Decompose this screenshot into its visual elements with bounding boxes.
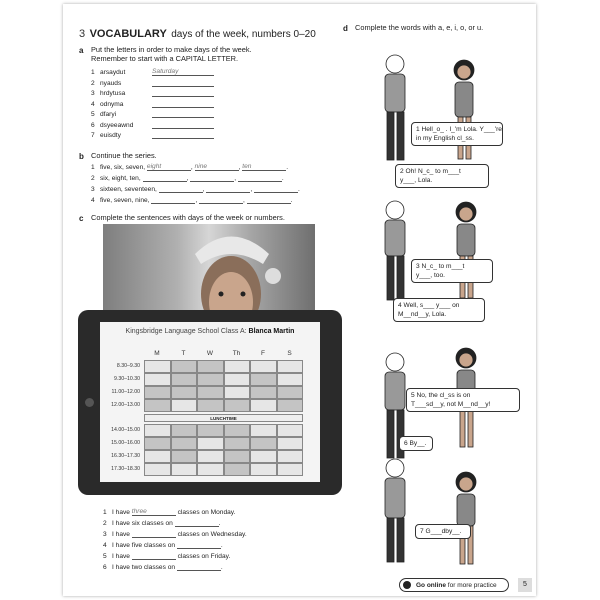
item-number: 5: [91, 111, 95, 118]
part-a-item: [91, 79, 214, 87]
answer-blank: [206, 185, 250, 193]
scrambled-word: dfaryi: [100, 111, 117, 118]
timetable-cell: [250, 386, 277, 399]
timetable-day: M: [154, 350, 160, 357]
timetable-cell: [250, 424, 277, 437]
series-start: five, seven, nine,: [100, 197, 152, 204]
part-b-item: [91, 196, 293, 204]
section-heading: [79, 24, 316, 42]
timetable-cell: [224, 424, 251, 437]
go-online-rest: for more practice: [447, 582, 497, 589]
timetable-cell: [197, 437, 224, 450]
go-online-badge[interactable]: [399, 578, 509, 592]
period: .: [281, 175, 284, 182]
bubble-line-1: 1 Hell_o_ . I_'m Lola. Y___'re: [416, 126, 502, 133]
timetable-cell: [144, 450, 171, 463]
sentence-end: .: [220, 564, 223, 571]
answer-blank: [152, 121, 214, 129]
item-number: 2: [103, 520, 107, 527]
series-start: sixteen, seventeen,: [100, 186, 159, 193]
separator: ,: [238, 164, 243, 171]
timetable-cell: [277, 373, 304, 386]
series-start: five, six, seven,: [100, 164, 147, 171]
page-number: 5: [518, 578, 532, 592]
sentence-end: .: [220, 542, 223, 549]
answer-blank: [254, 185, 298, 193]
go-online-bold: Go online: [416, 582, 446, 589]
separator: ,: [202, 186, 207, 193]
part-a-item: [91, 89, 214, 97]
timetable-cell: [144, 399, 171, 412]
timetable-cell: [224, 373, 251, 386]
sentence-start: I have six classes on: [112, 520, 175, 527]
tablet-home-button: [85, 398, 94, 407]
timetable-time: 11.00–12.00: [111, 389, 140, 395]
item-number: 1: [91, 164, 95, 171]
part-c-sentence: [103, 563, 223, 571]
timetable-cell: [277, 463, 304, 476]
part-c-sentence: [103, 552, 230, 560]
girl-photo: [103, 224, 315, 314]
timetable-cell: [171, 463, 198, 476]
speech-bubble: [395, 164, 489, 188]
scrambled-word: dsyeeawnd: [100, 121, 134, 129]
timetable-cell: [171, 386, 198, 399]
tablet-device: [78, 310, 342, 495]
part-b-letter: b: [79, 152, 84, 161]
item-number: 5: [103, 553, 107, 560]
bubble-line-2: y___, too.: [416, 272, 445, 279]
part-b-item: [91, 174, 284, 182]
part-a-item: [91, 100, 214, 108]
bubble-line-2: M__nd__y, Lola.: [398, 311, 447, 318]
part-a-item: [91, 110, 214, 118]
timetable-time: 12.00–13.00: [111, 402, 140, 408]
timetable-cell: [250, 399, 277, 412]
item-number: 1: [91, 69, 95, 76]
answer-blank: [152, 100, 214, 108]
speech-bubble: [399, 436, 433, 451]
part-b-item: [91, 163, 288, 171]
separator: ,: [250, 186, 254, 193]
part-a-item: [91, 131, 214, 139]
bubble-line-2: in my English cl_ss.: [416, 135, 474, 142]
timetable-cell: [171, 450, 198, 463]
item-number: 3: [91, 186, 95, 193]
item-number: 3: [91, 90, 95, 97]
scrambled-word: euisdty: [100, 132, 121, 139]
sentence-end: .: [218, 520, 221, 527]
separator: ,: [190, 164, 195, 171]
timetable-cell: [171, 360, 198, 373]
answer-blank: [175, 519, 219, 527]
timetable-cell: [277, 450, 304, 463]
timetable-screen: [100, 322, 320, 482]
timetable-cell: [197, 450, 224, 463]
answer-blank: [152, 110, 214, 118]
bubble-line-1: 5 No, the cl_ss is on: [411, 392, 471, 399]
speech-bubble: [411, 122, 503, 146]
timetable-cell: [171, 437, 198, 450]
bubble-line-1: 6 By__.: [404, 440, 427, 447]
period: .: [298, 186, 300, 193]
answer-blank: [152, 89, 214, 97]
timetable-time: 9.30–10.30: [114, 376, 140, 382]
item-number: 3: [103, 531, 107, 538]
bubble-line-1: 3 N_c_ to m___t: [416, 263, 465, 270]
item-number: 2: [91, 79, 95, 87]
part-a-item: [91, 121, 214, 129]
item-number: 1: [103, 509, 107, 516]
part-b-item: [91, 185, 300, 193]
timetable-cell: [277, 386, 304, 399]
answer-blank: [177, 563, 221, 571]
timetable-day: F: [261, 350, 265, 357]
part-a-item: [91, 68, 214, 76]
timetable-day: T: [181, 350, 186, 357]
separator: ,: [243, 197, 247, 204]
timetable-cell: [144, 386, 171, 399]
item-number: 4: [103, 542, 107, 549]
answer-blank: [152, 131, 214, 139]
timetable-cell: [224, 463, 251, 476]
timetable-cell: [224, 399, 251, 412]
answer-blank: nine: [195, 163, 239, 171]
section-subtitle: days of the week, numbers 0–20: [171, 29, 316, 40]
section-title: VOCABULARY: [89, 28, 167, 40]
timetable-cell: [197, 463, 224, 476]
part-c-sentence: [103, 541, 223, 549]
item-number: 6: [103, 564, 107, 571]
timetable-cell: [224, 437, 251, 450]
timetable-cell: [197, 399, 224, 412]
part-a-letter: a: [79, 46, 84, 55]
sentence-start: I have: [112, 553, 132, 560]
timetable-cell: [144, 360, 171, 373]
part-d-letter: d: [343, 24, 348, 33]
sentence-start: I have: [112, 509, 132, 516]
timetable-day: W: [206, 350, 214, 357]
part-c-instruction: Complete the sentences with days of the week or numbers.: [91, 213, 285, 222]
timetable-cell: [171, 373, 198, 386]
timetable-cell: [250, 373, 277, 386]
timetable-cell: [277, 399, 304, 412]
part-a-instruction-line1: Put the letters in order to make days of the week.: [91, 45, 252, 54]
girl-photo-illustration: [103, 224, 315, 314]
timetable-cell: [224, 360, 251, 373]
separator: ,: [195, 197, 199, 204]
sentence-end: classes on Friday.: [175, 553, 231, 560]
scrambled-word: arsaydut: [100, 69, 126, 76]
part-b-instruction: Continue the series.: [91, 151, 157, 160]
globe-icon: [403, 581, 411, 589]
answer-blank: [190, 174, 234, 182]
scrambled-word: nyauds: [100, 79, 122, 87]
sentence-start: I have five classes on: [112, 542, 177, 549]
workbook-page: [63, 4, 536, 596]
timetable-time: 16.30–17.30: [111, 453, 140, 459]
answer-blank: [152, 79, 214, 87]
bubble-line-2: T___sd__y, not M__nd__y!: [411, 401, 491, 408]
speech-bubble: [411, 259, 493, 283]
timetable-cell: [250, 463, 277, 476]
period: .: [286, 164, 289, 171]
part-a-instruction-line2: Remember to start with a CAPITAL LETTER.: [91, 54, 239, 63]
timetable-cell: [224, 450, 251, 463]
timetable-cell: [250, 437, 277, 450]
bubble-line-1: 2 Oh! N_c_ to m___t: [400, 168, 461, 175]
part-c-sentence: [103, 519, 221, 527]
timetable-cell: [197, 360, 224, 373]
answer-blank: [247, 196, 291, 204]
timetable-cell: [250, 450, 277, 463]
sentence-end: classes on Monday.: [175, 509, 236, 516]
item-number: 7: [91, 132, 95, 139]
speech-bubble: [393, 298, 485, 322]
answer-blank: [132, 530, 176, 538]
timetable-cell: [144, 373, 171, 386]
section-number: 3: [79, 28, 86, 40]
part-c-letter: c: [79, 214, 84, 223]
bubble-line-1: 4 Well, s___ y___ on: [398, 302, 460, 309]
lunchtime-row: LUNCHTIME: [144, 414, 303, 422]
series-start: six, eight, ten,: [100, 175, 143, 182]
item-number: 2: [91, 175, 95, 182]
scrambled-word: odnyma: [100, 100, 124, 108]
separator: ,: [186, 175, 191, 182]
answer-blank: eight: [147, 163, 191, 171]
sentence-end: classes on Wednesday.: [175, 531, 247, 538]
timetable-cell: [250, 360, 277, 373]
timetable-cell: [197, 386, 224, 399]
answer-blank: [132, 552, 176, 560]
timetable-time: 8.30–9.30: [116, 363, 140, 369]
sentence-start: I have two classes on: [112, 564, 177, 571]
answer-blank: [151, 196, 195, 204]
part-c-sentence: [103, 530, 247, 538]
period: .: [290, 197, 293, 204]
timetable-cell: [277, 424, 304, 437]
answer-blank: [159, 185, 203, 193]
timetable-cell: [144, 424, 171, 437]
timetable-cell: [224, 386, 251, 399]
answer-blank: three: [132, 508, 176, 516]
part-a-instruction: [91, 45, 252, 63]
timetable-cell: [171, 424, 198, 437]
timetable-cell: [277, 437, 304, 450]
answer-blank: Saturday: [152, 68, 214, 76]
part-c-sentence: [103, 508, 235, 516]
answer-blank: ten: [242, 163, 286, 171]
sentence-start: I have: [112, 531, 132, 538]
bubble-line-2: y___, Lola.: [400, 177, 433, 184]
timetable-time: 17.30–18.30: [111, 466, 140, 472]
timetable-day: S: [287, 350, 292, 357]
part-d-instruction: Complete the words with a, e, i, o, or u.: [355, 23, 484, 32]
timetable-title: [100, 328, 320, 335]
bubble-line-1: 7 G___dby__.: [420, 528, 462, 535]
answer-blank: [238, 174, 282, 182]
separator: ,: [234, 175, 238, 182]
timetable-school: Kingsbridge Language School Class A:: [125, 328, 247, 335]
item-number: 4: [91, 197, 95, 204]
timetable-time: 15.00–16.00: [111, 440, 140, 446]
scrambled-word: hrdytusa: [100, 90, 126, 97]
item-number: 4: [91, 100, 95, 108]
timetable-student-name: Blanca Martin: [248, 328, 295, 335]
timetable-cell: [171, 399, 198, 412]
timetable-day: Th: [232, 350, 241, 357]
timetable-cell: [197, 424, 224, 437]
speech-bubble: [406, 388, 520, 412]
timetable-cell: [144, 437, 171, 450]
timetable-cell: [197, 373, 224, 386]
answer-blank: [177, 541, 221, 549]
speech-bubble: [415, 524, 471, 539]
timetable-time: 14.00–15.00: [111, 427, 140, 433]
timetable-cell: [144, 463, 171, 476]
timetable-cell: [277, 360, 304, 373]
item-number: 6: [91, 121, 95, 129]
answer-blank: [143, 174, 187, 182]
answer-blank: [199, 196, 243, 204]
